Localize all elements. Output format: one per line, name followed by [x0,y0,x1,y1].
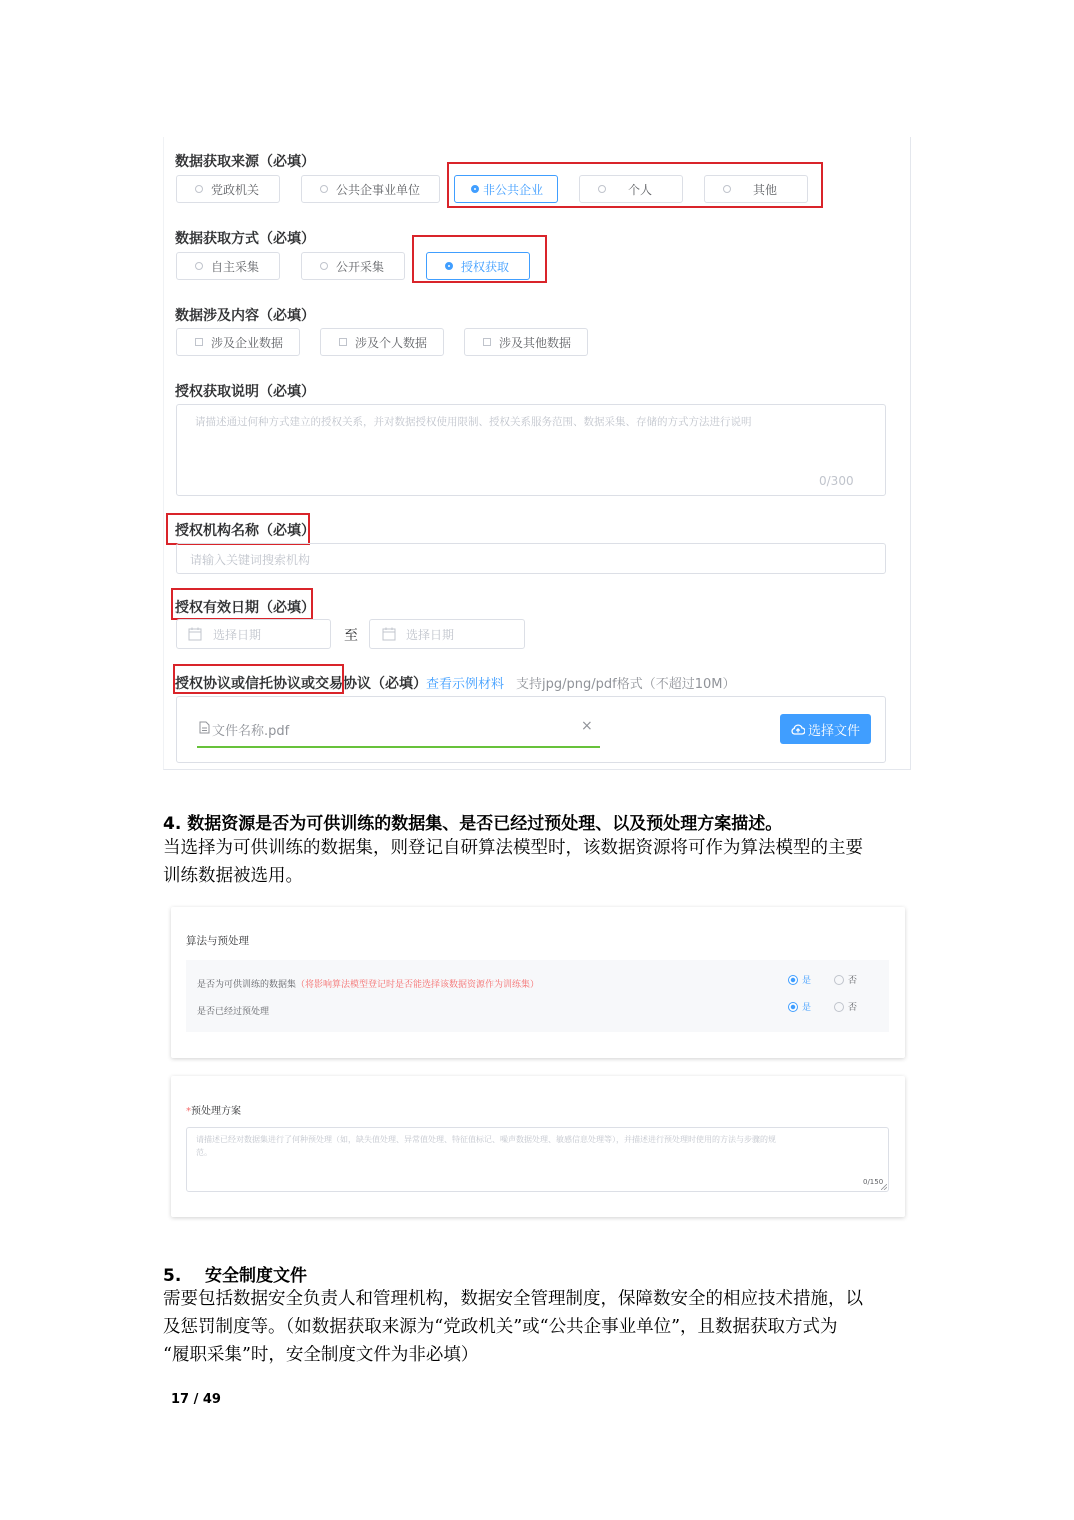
algo-card-body [186,960,889,1032]
example-material-link[interactable]: 查看示例材料 [426,677,505,692]
yes-label: 是 [802,976,812,986]
highlight-box-agreement [173,664,344,694]
valid-date-label: 授权有效日期（必填） [175,600,315,616]
preprocess-counter: 0/150 [863,1178,884,1186]
preprocessed-yes-radio[interactable] [788,1000,811,1013]
radio-selected-icon [788,1002,798,1012]
source-option-non-public-enterprise[interactable]: 非公共企业 [454,175,558,203]
radio-dot [195,185,203,193]
calendar-icon [188,627,202,641]
section4-heading: 4. 数据资源是否为可供训练的数据集、是否已经过预处理、以及预处理方案描述。 [163,814,783,834]
source-option-public-enterprise[interactable]: 公共企事业单位 [301,175,440,203]
start-date-placeholder: 选择日期 [213,628,262,642]
method-option-authorized[interactable]: 授权获取 [426,252,530,280]
content-label: 数据涉及内容（必填） [175,308,315,324]
upload-cloud-icon [791,724,805,735]
upload-progress-bar [197,746,600,748]
trainable-no-radio[interactable] [834,973,857,986]
source-label: 数据获取来源（必填） [175,154,315,170]
section5-paragraph-line-2: 及惩罚制度等。（如数据获取来源为“党政机关”或“公共企事业单位”，且数据获取方式为 [163,1317,838,1337]
content-option-personal[interactable]: 涉及个人数据 [320,328,444,356]
trainable-question [197,977,539,990]
file-icon [199,721,210,734]
section5-paragraph-line-3: “履职采集”时，安全制度文件为非必填） [163,1345,479,1365]
section4-paragraph-line-1: 当选择为可供训练的数据集，则登记自研算法模型时，该数据资源将可作为算法模型的主要 [163,838,863,858]
page-number: 17 / 49 [171,1392,221,1407]
algo-card-title: 算法与预处理 [186,935,249,947]
checkbox [483,338,491,346]
section5-heading: 5. 安全制度文件 [163,1266,307,1286]
section5-paragraph-line-1: 需要包括数据安全负责人和管理机构，数据安全管理制度，保障数安全的相应技术措施，以 [163,1289,863,1309]
yes-label: 是 [802,1003,812,1013]
remove-file-icon[interactable]: × [581,718,593,734]
trainable-label: 是否为可供训练的数据集 [197,980,297,990]
org-name-placeholder: 请输入关键词搜索机构 [190,553,311,567]
source-option-individual[interactable]: 个人 [579,175,683,203]
no-label: 否 [848,976,858,986]
method-option-public[interactable]: 公开采集 [301,252,405,280]
required-mark: * [186,1106,191,1117]
highlight-box-method [412,235,547,283]
section4-paragraph-line-2: 训练数据被选用。 [163,866,303,886]
checkbox [339,338,347,346]
preprocessed-no-radio[interactable] [834,1000,857,1013]
no-label: 否 [848,1003,858,1013]
uploaded-file-name: 文件名称.pdf [212,724,290,739]
agreement-label: 授权协议或信托协议或交易协议（必填） [175,676,427,692]
source-option-other[interactable]: 其他 [704,175,808,203]
org-name-label: 授权机构名称（必填） [175,523,315,539]
radio-icon [834,1002,844,1012]
method-option-self[interactable]: 自主采集 [176,252,280,280]
radio-dot [320,185,328,193]
checkbox [195,338,203,346]
content-option-other[interactable]: 涉及其他数据 [464,328,588,356]
auth-desc-counter: 0/300 [819,474,854,488]
preprocess-plan-label [186,1102,241,1117]
radio-dot [195,262,203,270]
radio-icon [834,975,844,985]
preprocess-plan-label-text: 预处理方案 [191,1106,241,1117]
calendar-icon [382,627,396,641]
select-file-button[interactable] [780,714,871,744]
trainable-yes-radio[interactable] [788,973,811,986]
highlight-box-org [166,513,310,545]
preprocess-placeholder-line-2: 范。 [196,1148,212,1157]
radio-selected-icon [788,975,798,985]
resize-handle-icon[interactable] [881,1184,887,1190]
select-file-label: 选择文件 [807,723,860,739]
highlight-box-date [171,588,313,620]
highlight-box-source [447,162,823,208]
date-separator: 至 [344,628,358,644]
content-option-enterprise[interactable]: 涉及企业数据 [176,328,300,356]
end-date-placeholder: 选择日期 [406,628,455,642]
auth-desc-placeholder: 请描述通过何种方式建立的授权关系，并对数据授权使用限制、授权关系服务范围、数据采集、存储的方式方法进行说明 [195,416,752,428]
preprocess-placeholder-line-1: 请描述已经对数据集进行了何种预处理（如，缺失值处理、异常值处理、特征值标记、噪声数据处理、敏感信息处理等），并描述进行预处理时使用的方法与步骤的规 [196,1135,776,1144]
method-label: 数据获取方式（必填） [175,231,315,247]
trainable-note: （将影响算法模型登记时是否能选择该数据资源作为训练集） [296,980,540,990]
radio-dot [320,262,328,270]
agreement-format-hint: 支持jpg/png/pdf格式（不超过10M） [516,677,736,692]
auth-desc-label: 授权获取说明（必填） [175,384,315,400]
source-option-party[interactable]: 党政机关 [176,175,280,203]
preprocessed-label: 是否已经过预处理 [197,1007,270,1017]
